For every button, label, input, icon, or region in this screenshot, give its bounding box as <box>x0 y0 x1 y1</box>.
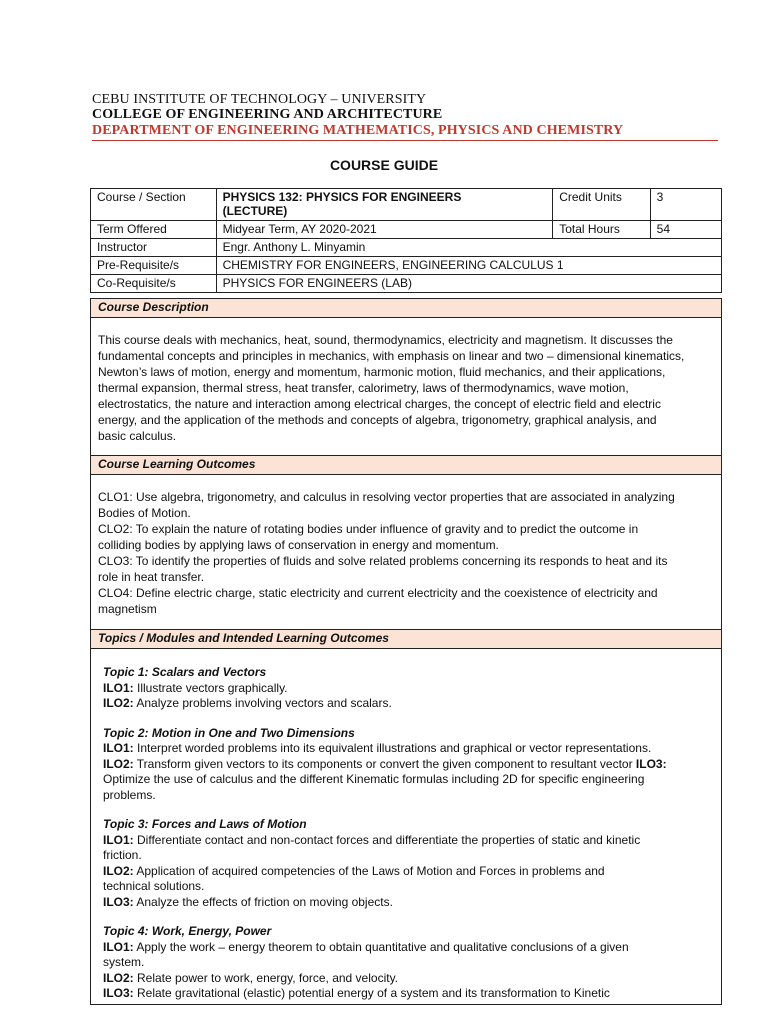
prereq-label: Pre-Requisite/s <box>91 257 217 275</box>
outcome-line: CLO2: To explain the nature of rotating bodies under influence of gravity and to predict the outcome in <box>98 522 639 536</box>
description-line: basic calculus. <box>98 429 177 443</box>
topic-block <box>103 726 714 804</box>
ilo-key: ILO2: <box>103 863 134 878</box>
table-row <box>91 221 722 239</box>
topics-heading: Topics / Modules and Intended Learning Outcomes <box>91 630 721 649</box>
learning-outcomes-section <box>90 455 722 630</box>
table-row <box>91 275 722 293</box>
table-row <box>91 239 722 257</box>
department-name: DEPARTMENT OF ENGINEERING MATHEMATICS, PHYSICS AND CHEMISTRY <box>92 123 624 138</box>
document-title: COURSE GUIDE <box>329 157 439 173</box>
term-label: Term Offered <box>91 221 217 239</box>
description-line: energy, and the application of the methods and concepts of algebra, trigonometry, graphical analysis, and <box>98 413 657 427</box>
outcome-line: CLO4: Define electric charge, static electricity and current electricity and the coexistence of electricity and <box>98 586 658 600</box>
ilo-text: Application of acquired competencies of the Laws of Motion and Forces in problems and <box>133 863 605 878</box>
ilo-line <box>103 971 714 987</box>
term-value: Midyear Term, AY 2020-2021 <box>216 221 553 239</box>
ilo-text: Apply the work – energy theorem to obtain quantitative and qualitative conclusions of a given <box>133 939 629 954</box>
ilo-line <box>103 895 714 911</box>
ilo-key: ILO1: <box>103 680 134 695</box>
instructor-value: Engr. Anthony L. Minyamin <box>216 239 721 257</box>
ilo-text: Relate power to work, energy, force, and velocity. <box>133 970 399 985</box>
ilo-line <box>103 940 714 956</box>
coreq-label: Co-Requisite/s <box>91 275 217 293</box>
course-description-body <box>91 318 721 444</box>
prereq-value: CHEMISTRY FOR ENGINEERS, ENGINEERING CALCULUS 1 <box>216 257 721 275</box>
ilo-key: ILO3: <box>103 986 134 1000</box>
ilo-key: ILO1: <box>103 832 134 847</box>
course-description-heading: Course Description <box>91 299 721 318</box>
ilo-line <box>103 986 714 1002</box>
outcome-line: CLO3: To identify the properties of fluids and solve related problems concerning its responds to heat and its <box>98 554 668 568</box>
ilo-line: friction. <box>103 848 142 862</box>
outcome-line: role in heat transfer. <box>98 570 205 584</box>
learning-outcomes-heading: Course Learning Outcomes <box>91 456 721 475</box>
ilo-line <box>103 696 714 712</box>
course-label: Course / Section <box>91 189 217 221</box>
course-info-table <box>90 188 722 293</box>
ilo-key: ILO2: <box>103 970 134 985</box>
credit-units-value: 3 <box>650 189 721 221</box>
ilo-text: Analyze the effects of friction on moving objects. <box>133 894 393 909</box>
ilo-text: Analyze problems involving vectors and scalars. <box>133 696 392 710</box>
ilo-line <box>103 681 714 697</box>
course-description-section <box>90 298 722 456</box>
ilo-line <box>103 864 714 880</box>
outcome-line: magnetism <box>98 602 157 616</box>
course-value-line2: (LECTURE) <box>222 204 288 218</box>
description-line: thermal expansion, thermal stress, heat transfer, calorimetry, laws of thermodynamics, wave motion, <box>98 381 629 395</box>
ilo-line: Optimize the use of calculus and the different Kinematic formulas including 2D for specific engineering <box>103 772 645 786</box>
ilo-line: system. <box>103 955 145 969</box>
topic-block <box>103 924 714 1002</box>
ilo-line: problems. <box>103 787 156 802</box>
ilo-line <box>103 833 714 849</box>
topic-block <box>103 817 714 910</box>
college-name: COLLEGE OF ENGINEERING AND ARCHITECTURE <box>92 107 443 122</box>
outcome-line: Bodies of Motion. <box>98 506 191 520</box>
description-line: electrostatics, the nature and interaction among electrical charges, the concept of electric field and electric <box>98 397 661 411</box>
ilo-text: Relate gravitational (elastic) potential energy of a system and its transformation to Kinetic <box>133 986 610 1000</box>
description-line: Newton’s laws of motion, energy and momentum, harmonic motion, fluid mechanics, and their applications, <box>98 365 666 379</box>
topic-title: Topic 2: Motion in One and Two Dimensions <box>103 725 355 740</box>
institution-name: CEBU INSTITUTE OF TECHNOLOGY – UNIVERSITY <box>92 92 427 107</box>
ilo-text: Transform given vectors to its components or convert the given component to resultant vector <box>133 756 636 771</box>
ilo-text: Illustrate vectors graphically. <box>133 680 288 695</box>
description-line: fundamental concepts and principles in mechanics, with emphasis on linear and two – dimensional kinematics, <box>98 349 685 363</box>
topic-block <box>103 665 714 712</box>
course-value-line1: PHYSICS 132: PHYSICS FOR ENGINEERS <box>222 190 462 204</box>
topic-title: Topic 3: Forces and Laws of Motion <box>103 817 307 831</box>
credit-units-label: Credit Units <box>553 189 650 221</box>
total-hours-value: 54 <box>650 221 721 239</box>
table-row <box>91 189 722 221</box>
total-hours-label: Total Hours <box>553 221 650 239</box>
header-divider <box>92 140 718 141</box>
ilo-text: Interpret worded problems into its equivalent illustrations and graphical or vector representations. <box>133 741 652 755</box>
description-line: This course deals with mechanics, heat, sound, thermodynamics, electricity and magnetism. It discusses the <box>98 333 673 347</box>
course-value <box>216 189 553 221</box>
outcome-line: colliding bodies by applying laws of conservation in energy and momentum. <box>98 538 499 552</box>
coreq-value: PHYSICS FOR ENGINEERS (LAB) <box>216 275 721 293</box>
ilo-line: technical solutions. <box>103 879 205 893</box>
outcome-line: CLO1: Use algebra, trigonometry, and calculus in resolving vector properties that are associated in analyzing <box>98 490 675 504</box>
ilo-key: ILO1: <box>103 741 134 755</box>
ilo-key: ILO3: <box>635 756 667 771</box>
topics-section <box>90 629 722 1005</box>
topic-title: Topic 4: Work, Energy, Power <box>103 924 272 938</box>
topic-title: Topic 1: Scalars and Vectors <box>103 665 267 679</box>
ilo-line <box>103 757 714 773</box>
ilo-text: Differentiate contact and non-contact forces and differentiate the properties of static and kinetic <box>133 832 641 847</box>
ilo-key: ILO3: <box>103 894 134 909</box>
ilo-line <box>103 741 714 757</box>
learning-outcomes-body <box>91 475 721 617</box>
ilo-key: ILO1: <box>103 939 134 954</box>
topics-body <box>91 649 721 1002</box>
ilo-key: ILO2: <box>103 756 134 771</box>
ilo-key: ILO2: <box>103 696 134 710</box>
table-row <box>91 257 722 275</box>
instructor-label: Instructor <box>91 239 217 257</box>
